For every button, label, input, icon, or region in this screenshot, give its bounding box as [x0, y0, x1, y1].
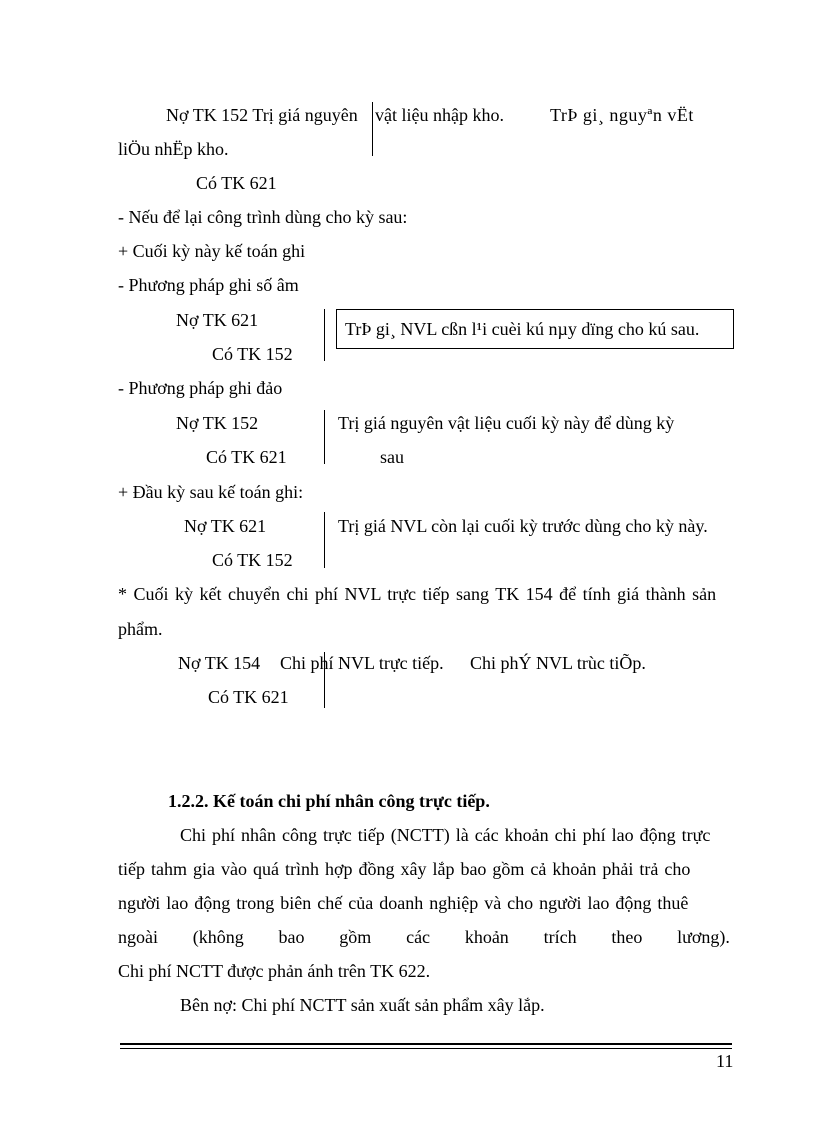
word: trích — [543, 927, 577, 947]
note-box — [336, 309, 734, 349]
justified-line — [118, 926, 730, 948]
paragraph-line: Chi phí NCTT được phản ánh trên TK 622. — [118, 961, 431, 981]
list-item: + Cuối kỳ này kế toán ghi — [118, 241, 306, 261]
word: ngoài — [118, 927, 158, 947]
word: các — [406, 927, 431, 947]
entry-credit-152: Có TK 152 — [212, 344, 293, 364]
entry-credit-621: Có TK 621 — [208, 687, 289, 707]
word: khoản — [464, 927, 509, 947]
entry-note-garbled: TrÞ gi¸ nguyªn vËt — [550, 105, 694, 125]
list-item: + Đầu kỳ sau kế toán ghi: — [118, 482, 304, 502]
section-heading: 1.2.2. Kế toán chi phí nhân công trực tiếp. — [168, 791, 490, 811]
footer-rule — [120, 1048, 732, 1049]
entry-debit-154: Nợ TK 154 — [178, 653, 261, 673]
entry-debit-152: Nợ TK 152 — [176, 413, 259, 433]
word: bao — [278, 927, 305, 947]
paragraph-line: * Cuối kỳ kết chuyển chi phí NVL trực tiếp sang TK 154 để tính giá thành sản — [118, 584, 717, 604]
entry-divider — [324, 309, 325, 361]
entry-note-garbled-cont: liÖu nhËp kho. — [118, 139, 229, 159]
list-item: - Nếu để lại công trình dùng cho kỳ sau: — [118, 207, 408, 227]
entry-divider — [324, 652, 325, 708]
note-box-text: TrÞ gi¸ NVL cßn l¹i cuèi kú nµy dïng cho kú sau. — [345, 319, 700, 339]
paragraph-line: Bên nợ: Chi phí NCTT sản xuất sản phẩm xây lắp. — [180, 995, 545, 1015]
word: lương). — [677, 927, 730, 947]
entry-credit-621: Có TK 621 — [206, 447, 287, 467]
paragraph-line: tiếp tahm gia vào quá trình hợp đồng xây lắp bao gồm cả khoản phải trả cho — [118, 859, 691, 879]
entry-credit-152: Có TK 152 — [212, 550, 293, 570]
entry-divider — [372, 102, 373, 156]
word: (không — [192, 927, 244, 947]
word: theo — [611, 927, 643, 947]
entry-divider — [324, 512, 325, 568]
entry-debit-621: Nợ TK 621 — [176, 310, 259, 330]
entry-divider — [324, 410, 325, 464]
page-number: 11 — [716, 1051, 734, 1071]
entry-debit-621: Nợ TK 621 — [184, 516, 267, 536]
entry-note: Trị giá NVL còn lại cuối kỳ trước dùng cho kỳ này. — [338, 516, 708, 536]
word: gồm — [339, 927, 372, 947]
list-item: - Phương pháp ghi số âm — [118, 275, 299, 295]
paragraph-line: phẩm. — [118, 619, 163, 639]
entry-debit-152: Nợ TK 152 Trị giá nguyên — [166, 105, 358, 125]
entry-note-cont: sau — [380, 447, 404, 467]
entry-note: Chi phí NVL trực tiếp. — [280, 653, 444, 673]
entry-note: Trị giá nguyên vật liệu cuối kỳ này để dùng kỳ — [338, 413, 675, 433]
entry-note-garbled: Chi phÝ NVL trùc tiÕp. — [470, 653, 646, 673]
entry-note: vật liệu nhập kho. — [375, 105, 504, 125]
entry-credit-621: Có TK 621 — [196, 173, 277, 193]
paragraph-line: người lao động trong biên chế của doanh nghiệp và cho người lao động thuê — [118, 893, 689, 913]
footer-rule — [120, 1043, 732, 1045]
list-item: - Phương pháp ghi đảo — [118, 378, 283, 398]
paragraph-line: Chi phí nhân công trực tiếp (NCTT) là các khoản chi phí lao động trực — [180, 825, 711, 845]
